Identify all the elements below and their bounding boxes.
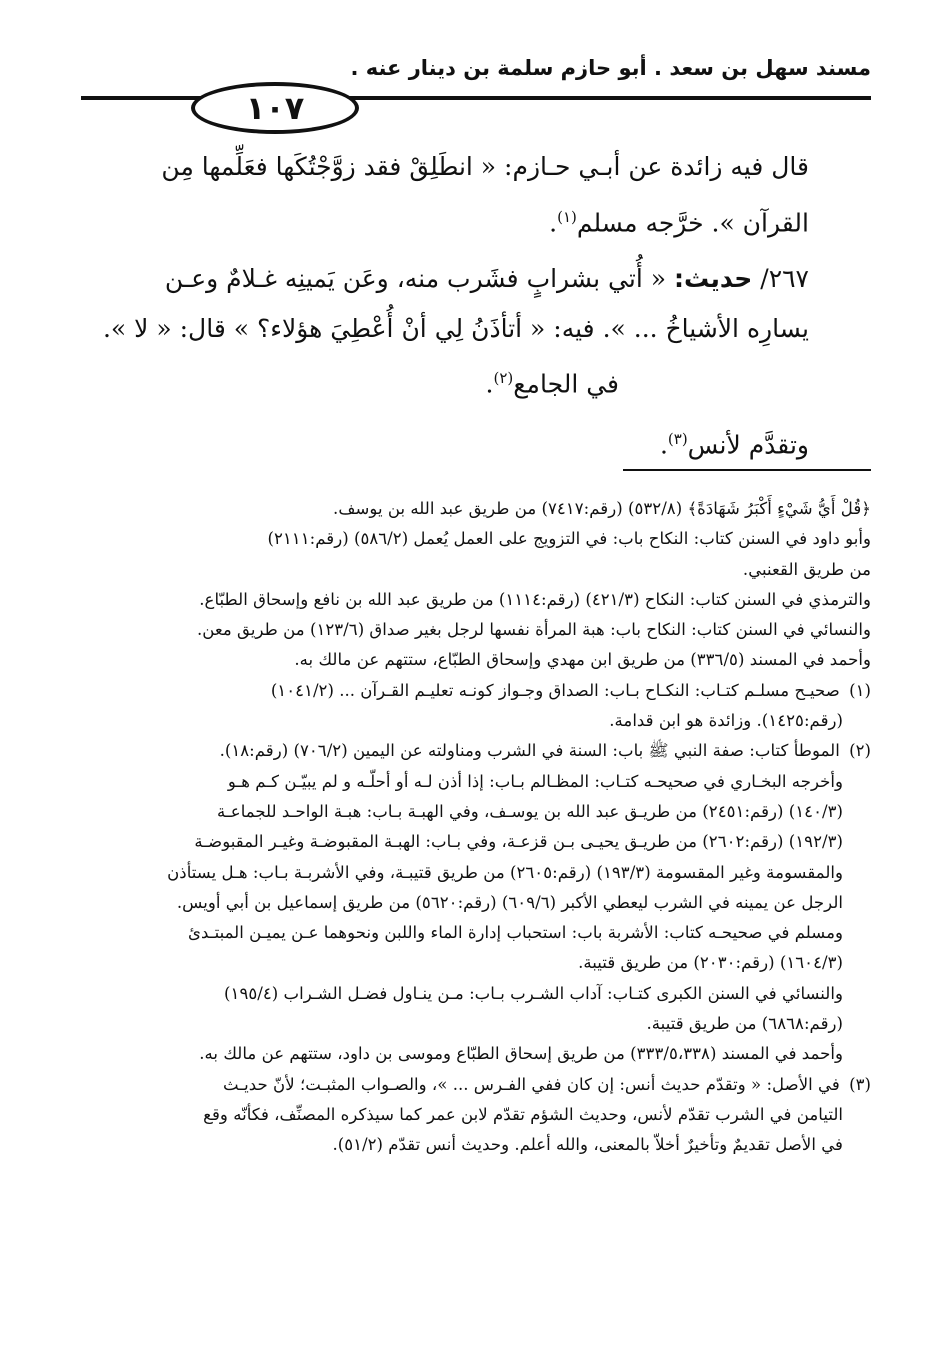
- hadith-label: حديث:: [674, 264, 753, 294]
- footnote-cont-line: وأحمد في المسند (٣٣٦/٥) من طريق ابن مهدي وإسحاق الطبّاع، ستتهم عن مالك به.: [294, 650, 871, 670]
- footnote-2-line: وأخرجه البخـاري في صحيحـه كتـاب: المظـالم بـاب: إذا أذن لـه أو أحلّـه و لم يبيّـن كـم هـو: [227, 771, 843, 791]
- p1-end: .: [549, 208, 558, 238]
- p3-end: .: [659, 429, 668, 459]
- footnote-2-line: (رقم:٦٨٦٨) من طريق قتيبة.: [646, 1014, 843, 1034]
- p2-line3: في الجامع: [513, 369, 619, 399]
- footnote-ref-3: (٣): [667, 429, 688, 448]
- page-header: [81, 54, 871, 127]
- footnote-3-line1: في الأصل: « وتقدّم حديث أنس: إن كان ففي الفـرس ... »، والصـواب المثبـت؛ لأنّ حديـث: [223, 1074, 840, 1094]
- footnote-cont-line: والنسائي في السنن كتاب: النكاح باب: هبة المرأة نفسها لرجل بغير صداق (١٢٣/٦) من طريق معن.: [196, 620, 871, 640]
- footnote-cont-line: والترمذي في السنن كتاب: النكاح (٤٢١/٣) (رقم:١١١٤) من طريق عبد الله بن نافع وإسحاق الطبّاع.: [199, 589, 871, 609]
- paragraph-zaida: [89, 142, 859, 248]
- footnote-2-line: والمقسومة وغير المقسومة (١٩٣/٣) (رقم:٢٦٠٥) من طريق قتيبـة، وفي الأشربـة بـاب: هـل يستأذن: [167, 862, 843, 882]
- footnotes: [81, 494, 871, 1161]
- footnote-1: [81, 676, 871, 706]
- footnote-cont-line: من طريق القعنبي.: [742, 559, 871, 579]
- footnote-3-line: التيامن في الشرب تقدّم لأنس، وحديث الشؤم تقدّم لابن عمر كما سيذكره المصنِّف، فكأنّه وقع: [203, 1104, 843, 1124]
- footnote-2-line: والنسائي في السنن الكبرى كتـاب: آداب الشـرب بـاب: مـن ينـاول فضـل الشـراب (١٩٥/٤): [224, 983, 843, 1003]
- footnote-ref-1: (١): [557, 208, 577, 226]
- footnote-3-marker: (٣): [849, 1074, 871, 1094]
- p2-line2: يسارِه الأشياخُ ... ». فيه: « أتأذَنُ لِي أنْ أُعْطِيَ هؤلاء؟ » قال: « لا ».: [102, 314, 809, 344]
- footnote-3-line: في الأصل تقديمٌ وتأخيرٌ أخلاّ بالمعنى، والله أعلم. وحديث أنس تقدّم (٥١/٢).: [332, 1135, 843, 1155]
- paragraph-anas: [89, 415, 859, 469]
- footnote-2-line1: الموطأ كتاب: صفة النبي ﷺ باب: السنة في الشرب ومناولته عن اليمين (٧٠٦/٢) (رقم:١٨).: [219, 741, 840, 761]
- footnote-2-line: الرجل عن يمينه في الشرب ليعطي الأكبر (٦٠٩/٦) (رقم:٥٦٢٠) من طريق إسماعيل بن أبي أويس.: [176, 892, 843, 912]
- footnote-2-line: (١٩٢/٣) (رقم:٢٦٠٢) من طريـق يحيـى بـن قزعـة، وفي بـاب: الهبـة المقبوضـة وغيـر المقبوضـة: [194, 832, 843, 852]
- main-text: [89, 142, 859, 469]
- footnote-separator: [623, 469, 871, 471]
- footnote-3: [81, 1070, 871, 1100]
- footnote-cont-line: وأبو داود في السنن كتاب: النكاح باب: في التزويج على العمل يُعمل (٥٨٦/٢) (رقم:٢١١١): [267, 529, 871, 549]
- running-title: مسند سهل بن سعد . أبو حازم سلمة بن دينار عنه .: [350, 56, 871, 80]
- p2-end: .: [485, 369, 494, 399]
- footnote-2-line: ومسلم في صحيحـه كتاب: الأشربة باب: استحباب إدارة الماء واللبن ونحوهما عـن يميـن المبتـدئ: [188, 923, 843, 943]
- footnote-2-marker: (٢): [849, 741, 871, 761]
- p3-text: وتقدَّم لأنس: [687, 429, 809, 459]
- footnote-1-line1: صحيـح مسلـم كتـاب: النكـاح بـاب: الصداق وجـواز كونـه تعليـم القـرآن ... (١٠٤١/٢): [270, 680, 840, 700]
- footnote-2-line: (١٦٠٤/٣) (رقم:٢٠٣٠) من طريق قتيبة.: [578, 953, 843, 973]
- footnote-2: [81, 736, 871, 766]
- footnote-1-line2: (رقم:١٤٢٥). وزائدة هو ابن قدامة.: [609, 711, 843, 731]
- p1-line1: قال فيه زائدة عن أبـي حـازم: « انطَلِقْ فقد زوَّجْتُكَها فعَلِّمها مِن: [161, 152, 809, 181]
- hadith-number: ٢٦٧/: [760, 264, 809, 294]
- page-number: ١٠٧: [191, 82, 359, 134]
- footnote-2-line: (١٤٠/٣) (رقم:٢٤٥١) من طريـق عبد الله بن يوسـف، وفي الهبـة بـاب: هبـة الواحـد للجماعـة: [217, 801, 843, 821]
- paragraph-jami: [89, 354, 859, 408]
- footnote-cont-line: ﴿قُلْ أَيُّ شَيْءٍ أَكْبَرُ شَهَادَةً﴾ (٥٣٢/٨) (رقم:٧٤١٧) من طريق عبد الله بن يوسف.: [333, 499, 871, 518]
- footnote-ref-2: (٢): [493, 369, 514, 388]
- p2-line1: « أُتي بشرابٍ فشَرب منه، وعَن يَمينِه غـلامٌ وعـن: [164, 264, 667, 294]
- footnote-2-line: وأحمد في المسند (٣٣٣/٥،٣٣٨) من طريق إسحاق الطبّاع وموسى بن داود، ستتهم عن مالك به.: [199, 1044, 843, 1064]
- p1-line2: القرآن ». خرَّجه مسلم: [576, 208, 809, 238]
- paragraph-hadith-267: [89, 254, 859, 354]
- footnote-1-marker: (١): [849, 680, 871, 700]
